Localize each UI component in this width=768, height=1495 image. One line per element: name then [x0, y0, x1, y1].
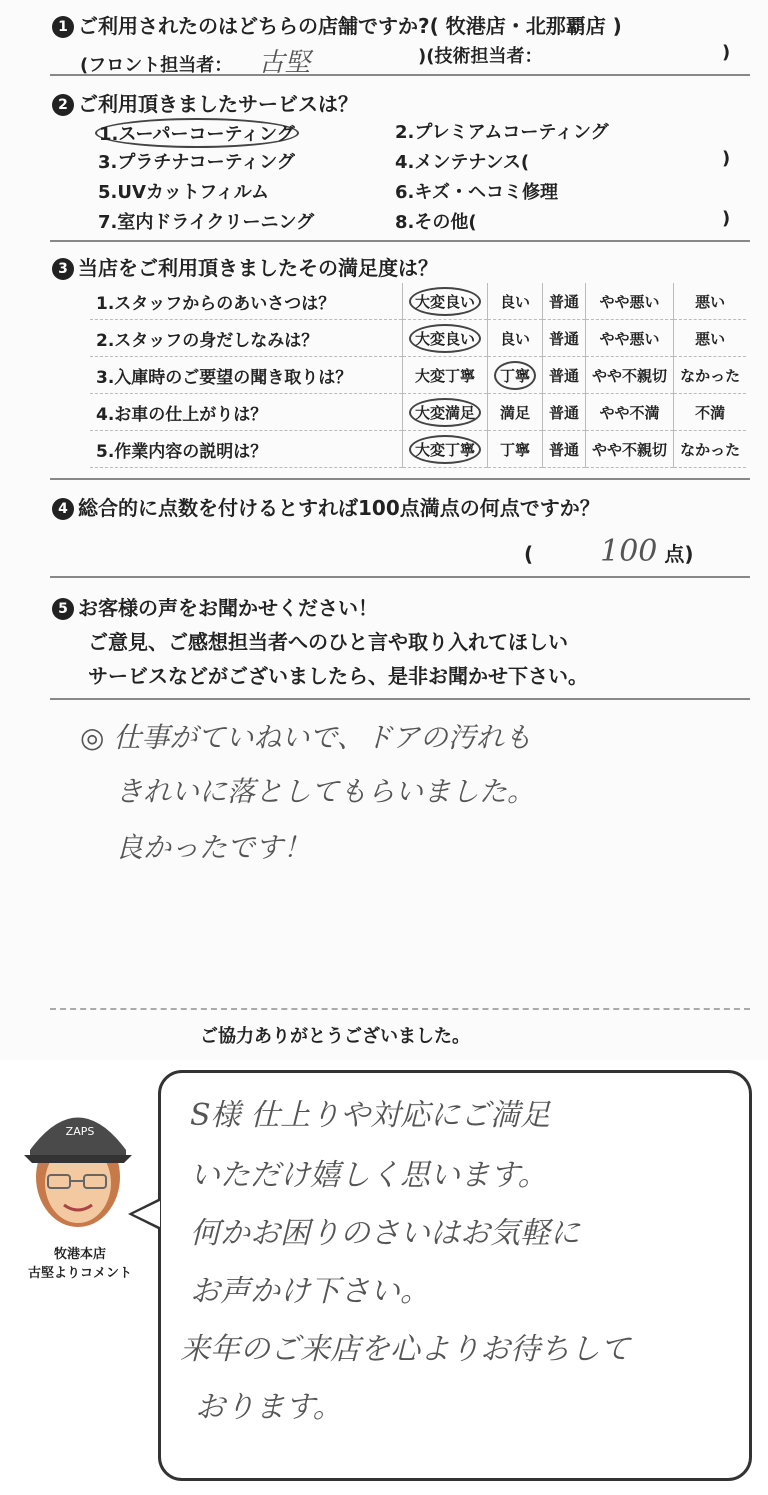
question-3-text: 当店をご利用頂きましたその満足度は？ [78, 256, 438, 280]
rating-option[interactable]: 普通 [543, 394, 586, 431]
satisfaction-question: 4.お車の仕上がりは？ [96, 404, 268, 425]
staff-caption-store: 牧港本店 [53, 1247, 106, 1262]
satisfaction-question: 1.スタッフからのあいさつは？ [96, 293, 336, 314]
question-1 [52, 10, 622, 39]
question-number: 2 [52, 94, 74, 116]
satisfaction-question: 5.作業内容の説明は？ [96, 441, 268, 462]
service-option[interactable]: 3.プラチナコーティング [98, 152, 295, 173]
question-3 [52, 252, 438, 281]
question-4 [52, 492, 600, 521]
rating-option[interactable]: なかった [674, 357, 747, 394]
question-1-text: ご利用されたのはどちらの店舗ですか?( 牧港店・北那覇店 ) [78, 14, 622, 38]
rating-option[interactable] [403, 283, 488, 320]
rating-option[interactable]: 悪い [674, 320, 747, 357]
rating-option[interactable]: 普通 [543, 283, 586, 320]
table-row [90, 283, 746, 320]
table-row [90, 357, 746, 394]
service-option[interactable] [95, 118, 299, 148]
reply-line: S様 仕上りや対応にご満足 [190, 1098, 551, 1133]
question-number: 5 [52, 598, 74, 620]
reply-line: いただけ嬉しく思います。 [190, 1158, 548, 1193]
service-option[interactable]: 5.UVカットフィルム [98, 182, 270, 203]
tech-staff-close: ) [722, 42, 731, 63]
rating-option[interactable]: 良い [488, 283, 543, 320]
staff-caption [10, 1245, 150, 1283]
rating-option[interactable]: 満足 [488, 394, 543, 431]
rating-option[interactable]: 普通 [543, 320, 586, 357]
tech-staff-label: )(技術担当者： [418, 46, 543, 67]
service-option-label: 1.スーパーコーティング [95, 118, 299, 148]
satisfaction-question: 3.入庫時のご要望の聞き取りは？ [96, 367, 353, 388]
rating-option[interactable]: やや不親切 [586, 357, 674, 394]
rating-option-label: 大変良い [409, 287, 481, 316]
question-5-sub2: サービスなどがございましたら、是非お聞かせ下さい。 [88, 664, 588, 688]
rating-option[interactable] [488, 357, 543, 394]
reply-line: おります。 [195, 1390, 343, 1425]
rating-option[interactable]: 大変丁寧 [403, 357, 488, 394]
service-option[interactable]: 8.その他( [395, 212, 477, 233]
question-2-text: ご利用頂きましたサービスは？ [78, 92, 358, 116]
service-close-paren: ) [722, 208, 731, 229]
divider [50, 1008, 750, 1010]
question-5 [52, 592, 378, 621]
divider [50, 576, 750, 578]
service-option[interactable]: 4.メンテナンス( [395, 152, 530, 173]
rating-option-label: 大変良い [409, 324, 481, 353]
rating-option[interactable]: やや悪い [586, 320, 674, 357]
score-line [524, 534, 693, 569]
rating-option[interactable]: 悪い [674, 283, 747, 320]
rating-option-label: 丁寧 [494, 361, 536, 390]
reply-line: 何かお困りのさいはお気軽に [190, 1216, 580, 1251]
rating-option[interactable]: 不満 [674, 394, 747, 431]
table-row [90, 431, 746, 468]
service-close-paren: ) [722, 148, 731, 169]
question-4-text: 総合的に点数を付けるとすれば100点満点の何点ですか？ [78, 496, 600, 520]
table-row [90, 394, 746, 431]
score-open: ( [524, 542, 534, 566]
thanks-text: ご協力ありがとうございました。 [200, 1026, 470, 1047]
rating-option[interactable] [403, 320, 488, 357]
rating-option[interactable]: 丁寧 [488, 431, 543, 468]
rating-option-label: 大変満足 [409, 398, 481, 427]
question-5-sub1: ご意見、ご感想担当者へのひと言や取り入れてほしい [88, 630, 568, 654]
question-2 [52, 88, 358, 117]
reply-line: お声かけ下さい。 [190, 1274, 430, 1309]
rating-option[interactable]: やや悪い [586, 283, 674, 320]
rating-option[interactable]: 普通 [543, 357, 586, 394]
divider [50, 698, 750, 700]
rating-option[interactable] [403, 431, 488, 468]
score-value: 100 [600, 534, 658, 569]
question-5-text: お客様の声をお聞かせください！ [78, 596, 378, 620]
satisfaction-table [90, 283, 746, 468]
question-number: 3 [52, 258, 74, 280]
speech-bubble-tail-fill [133, 1201, 160, 1227]
staff-caption-comment: 古堅よりコメント [27, 1266, 132, 1281]
rating-option[interactable]: なかった [674, 431, 747, 468]
question-number: 1 [52, 16, 74, 38]
rating-option[interactable]: やや不満 [586, 394, 674, 431]
front-staff-label: (フロント担当者： [80, 55, 233, 76]
comment-line: ◎ 仕事がていねいで、ドアの汚れも [80, 721, 532, 754]
comment-line: きれいに落としてもらいました。 [115, 775, 536, 808]
tech-staff-line [418, 42, 542, 68]
divider [50, 240, 750, 242]
rating-option[interactable] [403, 394, 488, 431]
rating-option[interactable]: 普通 [543, 431, 586, 468]
service-option[interactable]: 6.キズ・ヘコミ修理 [395, 182, 559, 203]
staff-avatar [20, 1095, 135, 1235]
divider [50, 74, 750, 76]
cap-logo-text: ZAPS [65, 1125, 95, 1138]
comment-line: 良かったです！ [115, 831, 312, 864]
satisfaction-question: 2.スタッフの身だしなみは？ [96, 330, 319, 351]
service-option[interactable]: 7.室内ドライクリーニング [98, 212, 315, 233]
front-staff-value: 古堅 [258, 48, 311, 78]
score-unit: 点) [664, 542, 694, 566]
service-option[interactable]: 2.プレミアムコーティング [395, 122, 609, 143]
rating-option-label: 大変丁寧 [409, 435, 481, 464]
rating-option[interactable]: 良い [488, 320, 543, 357]
divider [50, 478, 750, 480]
question-number: 4 [52, 498, 74, 520]
rating-option[interactable]: やや不親切 [586, 431, 674, 468]
reply-line: 来年のご来店を心よりお待ちして [180, 1332, 630, 1367]
table-row [90, 320, 746, 357]
